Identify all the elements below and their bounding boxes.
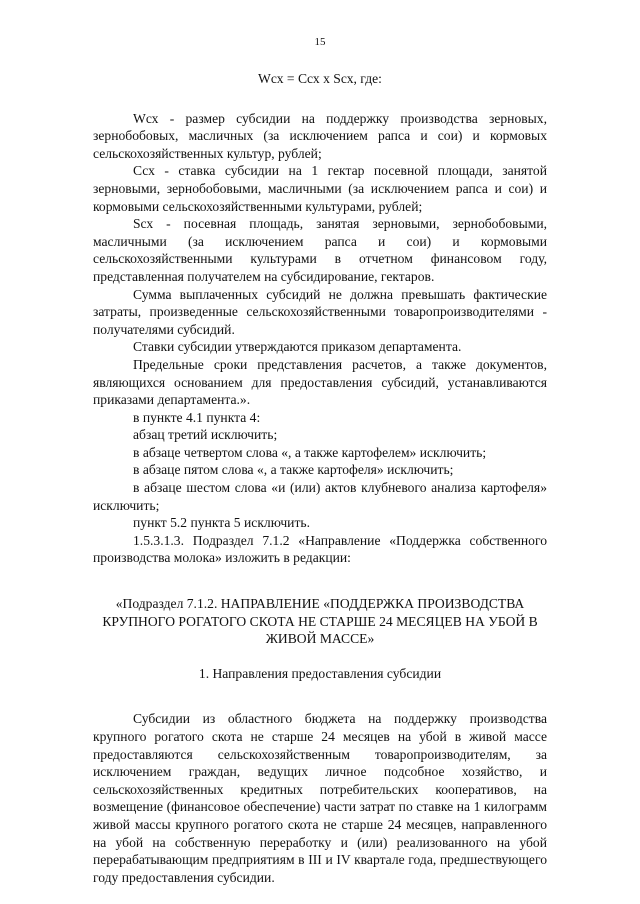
paragraph-subsidy-limit: Сумма выплаченных субсидий не должна превышать фактические затраты, произведенные сельскохозяйственными товаропроизводителями - получателями субсидий.: [93, 286, 547, 337]
paragraph-subsidy-description: Субсидии из областного бюджета на поддержку производства крупного рогатого скота не старше 24 месяцев на убой в живой массе предоставляются сельскохозяйственным товаропроизводителям, за исключением граждан, ведущих личное подсобное хозяйство, и сельскохозяйственных кредитных потребительских кооперативов, на возмещение (финансовое обеспечение) части затрат по ставке на 1 килограмм живой массы крупного рогатого скота не старше 24 месяцев, направленного на убой на собственную переработку и (или) реализованного на убой перерабатывающим предприятиям в III и IV квартале года, предшествующего году предоставления субсидии.: [93, 711, 547, 885]
subsection-heading: 1. Направления предоставления субсидии: [198, 665, 442, 681]
formula-line: Wсх = Cсх х Sсх, где:: [258, 71, 382, 86]
paragraph-wsx-definition: Wсх - размер субсидии на поддержку производства зерновых, зернобобовых, масличных (за исключением рапса и сои) и кормовых сельскохозяйственных культур, рублей;: [93, 110, 547, 161]
paragraph-abzac-5: в абзаце пятом слова «, а также картофеля» исключить;: [133, 462, 454, 478]
paragraph-clause-5-2: пункт 5.2 пункта 5 исключить.: [133, 515, 310, 531]
paragraph-deadlines: Предельные сроки представления расчетов, а также документов, являющихся основанием для предоставления субсидий, устанавливаются приказами департамента.».: [93, 356, 547, 408]
spacer: [93, 682, 547, 710]
paragraph-clause-4-1: в пункте 4.1 пункта 4:: [133, 409, 261, 425]
paragraph-subsection-7-1-2: 1.5.3.1.3. Подраздел 7.1.2 «Направление «Поддержка собственного производства молока» изложить в редакции:: [93, 532, 547, 566]
paragraph-abzac-4: в абзаце четвертом слова «, а также картофелем» исключить;: [133, 444, 487, 460]
section-heading: «Подраздел 7.1.2. НАПРАВЛЕНИЕ «ПОДДЕРЖКА ПРОИЗВОДСТВА КРУПНОГО РОГАТОГО СКОТА НЕ СТАРШЕ 24 МЕСЯЦЕВ НА УБОЙ В ЖИВОЙ МАССЕ»: [102, 596, 538, 647]
paragraph-ssx-definition: Sсх - посевная площадь, занятая зерновыми, зернобобовыми, масличными (за исключением рапса и сои) и кормовыми сельскохозяйственными культурами в отчетном финансовом году, представленная получателем на субсидирование, гектаров.: [93, 216, 547, 284]
paragraph-csx-definition: Ссх - ставка субсидии на 1 гектар посевной площади, занятой зерновыми, зернобобовыми, масличными (за исключением рапса и сои) и кормовыми сельскохозяйственными культурами, рублей;: [93, 163, 547, 214]
spacer: [93, 567, 547, 595]
spacer: [93, 648, 547, 665]
page-number: 15: [314, 36, 326, 48]
paragraph-abzac-6: в абзаце шестом слова «и (или) актов клубневого анализа картофеля» исключить;: [93, 480, 547, 513]
document-body: [93, 70, 547, 886]
paragraph-rates-approval: Ставки субсидии утверждаются приказом департамента.: [133, 339, 462, 355]
paragraph-abzac-3: абзац третий исключить;: [133, 427, 278, 443]
